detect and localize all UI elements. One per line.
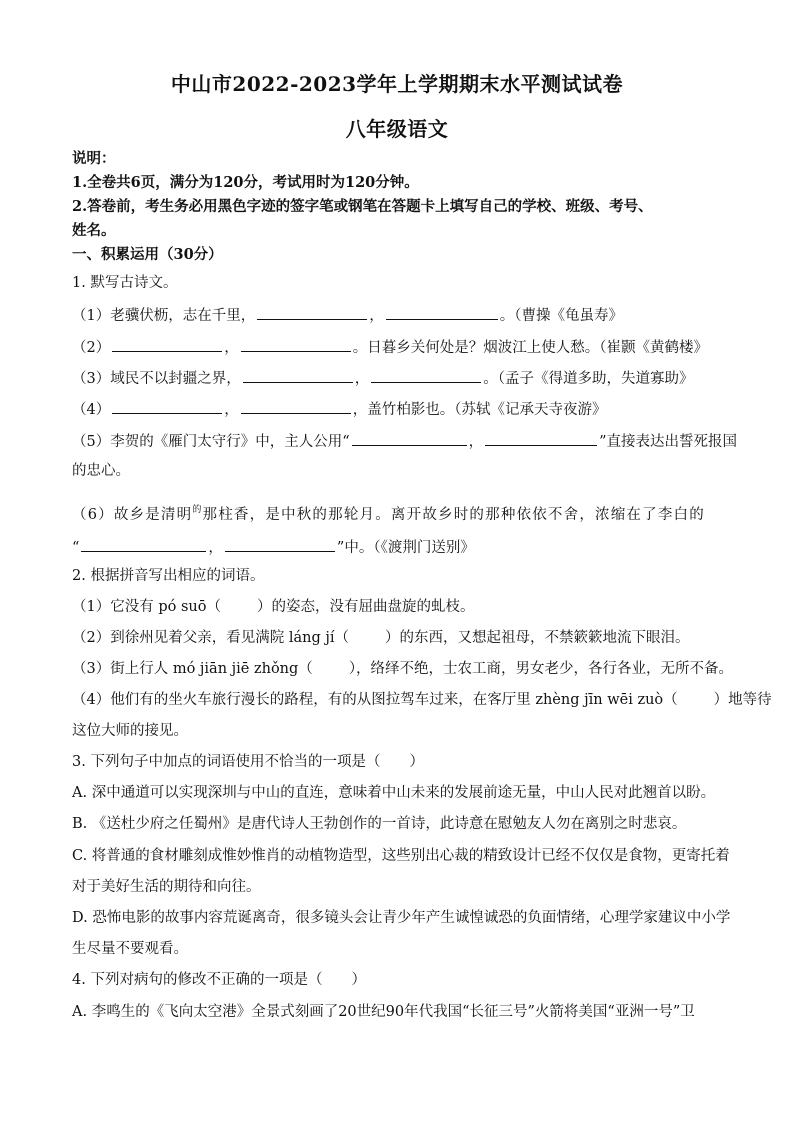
- notes-item-2a: 2.答卷前，考生务必用黑色字迹的签字笔或钢笔在答题卡上填写自己的学校、班级、考号、: [72, 198, 653, 215]
- q1-s6-b: 那柱香，是中秋的那轮月。离开故乡时的那种依依不舍，浓缩在了李白的: [202, 507, 705, 523]
- q1-s4-c: ，盖竹柏影也。（苏轼《记承天寺夜游》: [352, 402, 607, 418]
- q1-s5-a: （5）李贺的《雁门太守行》中，主人公用“: [72, 434, 350, 450]
- blank-field[interactable]: [225, 536, 335, 552]
- q2-s1-b: ）的姿态，没有屈曲盘旋的虬枝。: [256, 599, 475, 615]
- section-heading: 一、积累运用（30分）: [72, 246, 223, 263]
- blank-field[interactable]: [257, 304, 367, 320]
- q2-s3-b: ），络绎不绝，士农工商，男女老少，各行各业，无所不备。: [348, 661, 734, 677]
- q1-s1-b: ，: [369, 308, 384, 324]
- q4-stem: 4. 下列对病句的修改不正确的一项是（ ）: [72, 972, 366, 988]
- q2-item-1: [72, 597, 722, 617]
- q1-item-5-cont: 的忠心。: [72, 463, 130, 479]
- q1-s6-a: （6）故乡是清明: [72, 507, 193, 523]
- blank-field[interactable]: [112, 336, 222, 352]
- blank-field[interactable]: [81, 536, 206, 552]
- q1-s2-c: 。日暮乡关何处是？烟波江上使人愁。（崔颢《黄鹤楼》: [352, 340, 708, 356]
- q1-s5-b: ，: [468, 434, 484, 450]
- q1-item-6-cont: [72, 536, 722, 558]
- q1-s1-c: 。（曹操《龟虽寿》: [499, 308, 623, 324]
- blank-field[interactable]: [241, 398, 351, 414]
- q3-option-c-cont: 对于美好生活的期待和向往。: [72, 879, 261, 895]
- q1-s1-a: （1）老骥伏枥，志在千里，: [72, 308, 256, 324]
- notes-item-2b: 姓名。: [72, 222, 116, 239]
- q1-item-6: [72, 500, 722, 525]
- exam-title: 中山市2022-2023学年上学期期末水平测试试卷: [170, 72, 624, 96]
- q3-option-b: B. 《送杜少府之任蜀州》是唐代诗人王勃创作的一首诗，此诗意在慰勉友人勿在离别之时悲哀。: [72, 816, 687, 832]
- blank-field[interactable]: [243, 367, 353, 383]
- q1-s6-e: ”中。（《渡荆门送别》: [336, 540, 475, 556]
- blank-field[interactable]: [241, 336, 351, 352]
- q1-s3-c: 。（孟子《得道多助，失道寡助》: [483, 371, 694, 387]
- q1-s2-b: ，: [224, 340, 239, 356]
- q1-s3-a: （3）域民不以封疆之界，: [72, 371, 241, 387]
- q1-s3-b: ，: [354, 371, 370, 387]
- q2-item-2: [72, 628, 722, 648]
- blank-field[interactable]: [352, 430, 467, 446]
- q1-item-3: [72, 367, 722, 389]
- q3-option-d: D. 恐怖电影的故事内容荒诞离奇，很多镜头会让青少年产生诚惶诚恐的负面情绪，心理学家建议中小学: [72, 910, 731, 926]
- q1-s2-a: （2）: [72, 340, 111, 356]
- q1-item-4: [72, 398, 722, 420]
- q1-s6-sup: 的: [192, 505, 203, 515]
- q4-option-a: A. 李鸣生的《飞向太空港》全景式刻画了20世纪90年代我国“长征三号”火箭将美国“亚洲一号”卫: [72, 1004, 695, 1020]
- blank-field[interactable]: [485, 430, 597, 446]
- q1-s6-d: ，: [208, 540, 223, 556]
- q3-option-a: A. 深中通道可以实现深圳与中山的直连，意味着中山未来的发展前途无量，中山人民对此翘首以盼。: [72, 785, 716, 801]
- q2-item-4: [72, 690, 772, 710]
- q3-option-d-cont: 生尽量不要观看。: [72, 941, 188, 957]
- notes-heading: 说明：: [72, 150, 116, 167]
- q1-s4-a: （4）: [72, 402, 111, 418]
- q1-item-2: [72, 336, 722, 358]
- q2-s3-a: （3）街上行人 mó jiān jiē zhǒng（: [72, 661, 313, 677]
- blank-field[interactable]: [386, 304, 498, 320]
- q1-s4-b: ，: [224, 402, 239, 418]
- q2-item-4-cont: 这位大师的接见。: [72, 723, 188, 739]
- q1-s6-c: “: [72, 540, 80, 556]
- q1-item-5: [72, 430, 738, 452]
- q1-s5-c: ”直接表达出誓死报国: [599, 434, 738, 450]
- q2-s4-a: （4）他们有的坐火车旅行漫长的路程，有的从图拉驾车过来，在客厅里 zhèng jīn wēi zuò（: [72, 692, 678, 708]
- blank-field[interactable]: [112, 398, 222, 414]
- q1-stem: 1. 默写古诗文。: [72, 275, 178, 291]
- q2-s1-a: （1）它没有 pó suō（: [72, 599, 221, 615]
- q2-s2-b: ）的东西，又想起祖母，不禁簌簌地流下眼泪。: [384, 630, 690, 646]
- q2-item-3: [72, 659, 734, 679]
- q3-stem: 3. 下列句子中加点的词语使用不恰当的一项是（ ）: [72, 754, 424, 770]
- q2-s4-b: ）地等待: [713, 692, 772, 708]
- q3-option-c: C. 将普通的食材雕刻成惟妙惟肖的动植物造型，这些别出心裁的精致设计已经不仅仅是食物，更寄托着: [72, 848, 730, 864]
- notes-item-1: 1.全卷共6页，满分为120分，考试用时为120分钟。: [72, 174, 419, 191]
- blank-field[interactable]: [371, 367, 481, 383]
- exam-subtitle: 八年级语文: [345, 117, 449, 141]
- q1-item-1: [72, 304, 722, 326]
- q2-s2-a: （2）到徐州见着父亲，看见满院 láng jí（: [72, 630, 349, 646]
- q2-stem: 2. 根据拼音写出相应的词语。: [72, 568, 265, 584]
